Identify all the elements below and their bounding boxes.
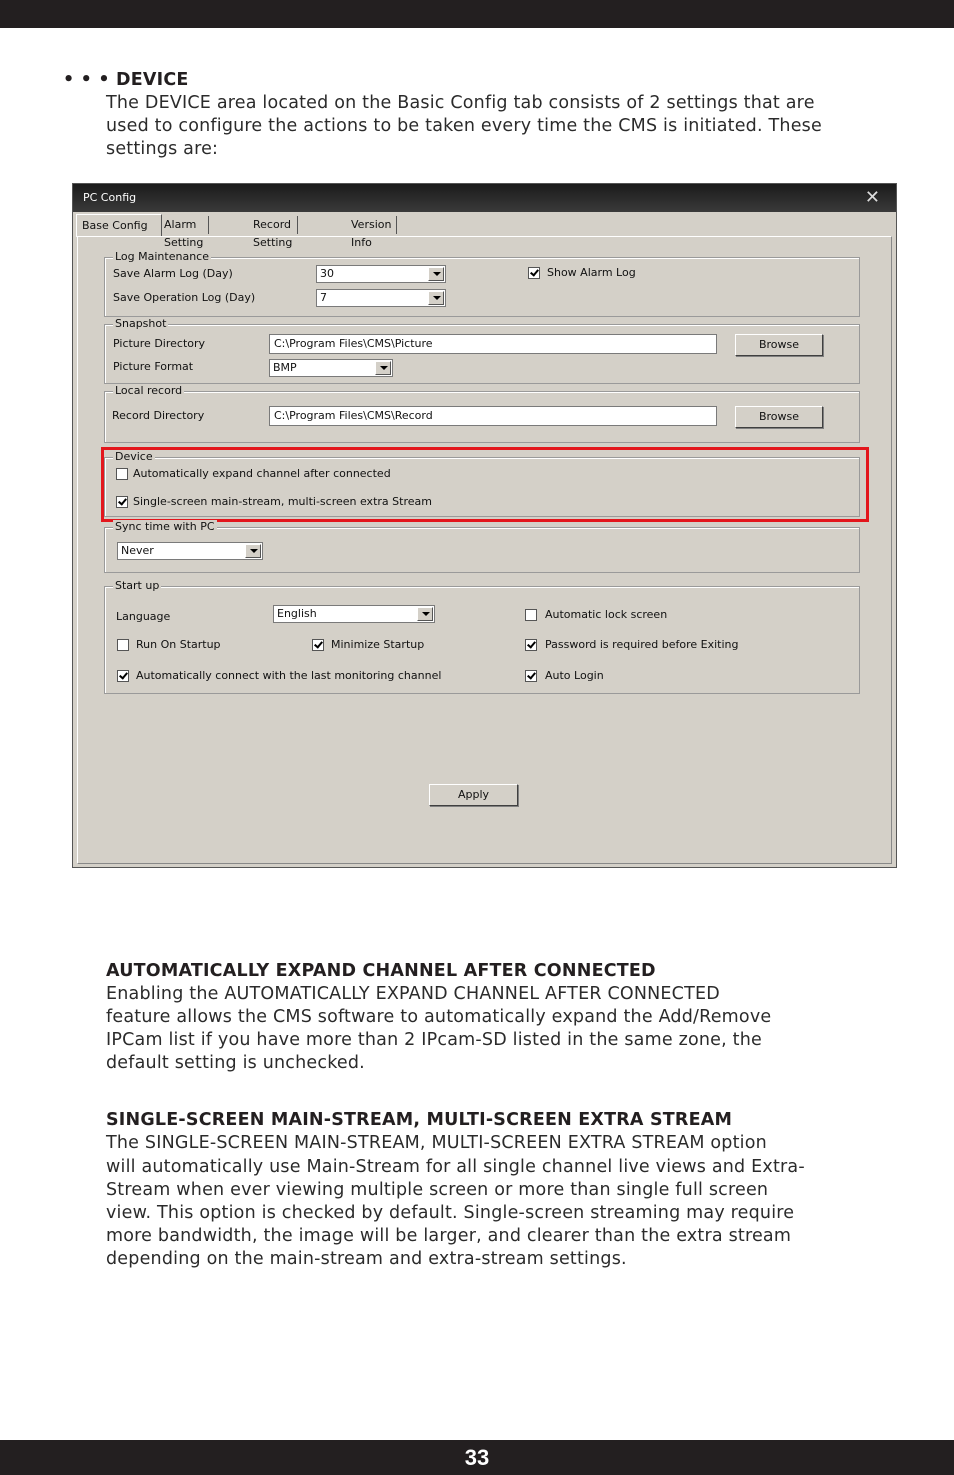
save-alarm-log-label: Save Alarm Log (Day)	[113, 267, 233, 280]
language-select[interactable]	[273, 605, 435, 623]
auto-login-checkbox[interactable]	[525, 670, 537, 682]
picture-format-label: Picture Format	[113, 360, 194, 373]
password-required-label: Password is required before Exiting	[545, 638, 739, 651]
chevron-down-icon	[375, 361, 391, 375]
group-label: Device	[115, 450, 153, 463]
save-alarm-log-select[interactable]	[316, 265, 446, 283]
section2-line-3: Stream when ever viewing multiple screen or more than single full screen	[106, 1180, 769, 1200]
chevron-down-icon	[245, 544, 261, 558]
chevron-down-icon	[428, 291, 444, 305]
save-operation-log-label: Save Operation Log (Day)	[113, 291, 256, 304]
device-heading: • • • DEVICE	[63, 70, 189, 90]
select-value: BMP	[273, 361, 297, 374]
record-directory-field[interactable]: C:\Program Files\CMS\Record	[269, 406, 717, 426]
tab-version-info[interactable]: Version Info	[346, 216, 397, 234]
group-label: Log Maintenance	[115, 250, 209, 263]
minimize-startup-checkbox[interactable]	[312, 639, 324, 651]
section2-line-6: depending on the main-stream and extra-stream settings.	[106, 1249, 627, 1269]
section2-line-5: more bandwidth, the image will be larger, and clearer than the extra stream	[106, 1226, 792, 1246]
single-screen-label: Single-screen main-stream, multi-screen extra Stream	[133, 495, 432, 508]
auto-expand-label: Automatically expand channel after connected	[133, 467, 391, 480]
group-label: Local record	[115, 384, 183, 397]
show-alarm-log-checkbox[interactable]	[528, 267, 540, 279]
apply-button[interactable]: Apply	[429, 784, 518, 806]
show-alarm-log-label: Show Alarm Log	[547, 266, 636, 279]
record-directory-label: Record Directory	[112, 409, 205, 422]
picture-directory-field[interactable]: C:\Program Files\CMS\Picture	[269, 334, 717, 354]
picture-browse-button[interactable]: Browse	[735, 334, 823, 356]
group-label: Sync time with PC	[115, 520, 215, 533]
sync-time-select[interactable]	[117, 542, 263, 560]
auto-connect-checkbox[interactable]	[117, 670, 129, 682]
snapshot-group	[104, 317, 860, 384]
sync-time-group	[104, 520, 860, 573]
page-number: 33	[0, 1440, 954, 1475]
start-up-group	[104, 579, 860, 694]
intro-line-2: used to configure the actions to be taken every time the CMS is initiated. These	[106, 116, 822, 136]
section2-line-2: will automatically use Main-Stream for all single channel live views and Extra-	[106, 1157, 805, 1177]
section2-line-4: view. This option is checked by default. Single-screen streaming may require	[106, 1203, 795, 1223]
run-on-startup-checkbox[interactable]	[117, 639, 129, 651]
run-on-startup-label: Run On Startup	[136, 638, 221, 651]
select-value: 7	[320, 291, 327, 304]
pc-config-window	[72, 183, 897, 868]
auto-lock-label: Automatic lock screen	[545, 608, 668, 621]
intro-line-1: The DEVICE area located on the Basic Config tab consists of 2 settings that are	[106, 93, 815, 113]
tab-base-config[interactable]: Base Config	[76, 214, 162, 237]
save-operation-log-select[interactable]	[316, 289, 446, 307]
highlight-box	[101, 447, 869, 522]
base-config-panel	[77, 236, 892, 864]
picture-format-select[interactable]	[269, 359, 393, 377]
intro-line-3: settings are:	[106, 139, 219, 159]
section2-line-1: The SINGLE-SCREEN MAIN-STREAM, MULTI-SCREEN EXTRA STREAM option	[106, 1133, 767, 1153]
local-record-group	[104, 384, 860, 443]
group-label: Start up	[115, 579, 160, 592]
section1-line-4: default setting is unchecked.	[106, 1053, 365, 1073]
auto-login-label: Auto Login	[545, 669, 604, 682]
top-bar	[0, 0, 954, 28]
tab-alarm-setting[interactable]: Alarm Setting	[159, 216, 209, 234]
minimize-startup-label: Minimize Startup	[331, 638, 425, 651]
title-bar	[73, 184, 896, 212]
auto-lock-checkbox[interactable]	[525, 609, 537, 621]
section1-line-2: feature allows the CMS software to automatically expand the Add/Remove	[106, 1007, 772, 1027]
password-required-checkbox[interactable]	[525, 639, 537, 651]
log-maintenance-group	[104, 250, 860, 317]
close-icon[interactable]: ✕	[864, 187, 880, 208]
auto-connect-label: Automatically connect with the last monitoring channel	[136, 669, 442, 682]
select-value: Never	[121, 544, 154, 557]
record-browse-button[interactable]: Browse	[735, 406, 823, 428]
section1-line-3: IPCam list if you have more than 2 IPcam-SD listed in the same zone, the	[106, 1030, 762, 1050]
section1-heading: AUTOMATICALLY EXPAND CHANNEL AFTER CONNECTED	[106, 961, 656, 981]
chevron-down-icon	[417, 607, 433, 621]
chevron-down-icon	[428, 267, 444, 281]
window-title: PC Config	[83, 191, 137, 204]
language-label: Language	[116, 610, 171, 623]
select-value: English	[277, 607, 317, 620]
select-value: 30	[320, 267, 334, 280]
group-label: Snapshot	[115, 317, 167, 330]
tab-record-setting[interactable]: Record Setting	[248, 216, 298, 234]
section2-heading: SINGLE-SCREEN MAIN-STREAM, MULTI-SCREEN EXTRA STREAM	[106, 1110, 733, 1130]
section1-line-1: Enabling the AUTOMATICALLY EXPAND CHANNEL AFTER CONNECTED	[106, 984, 720, 1004]
picture-directory-label: Picture Directory	[113, 337, 206, 350]
